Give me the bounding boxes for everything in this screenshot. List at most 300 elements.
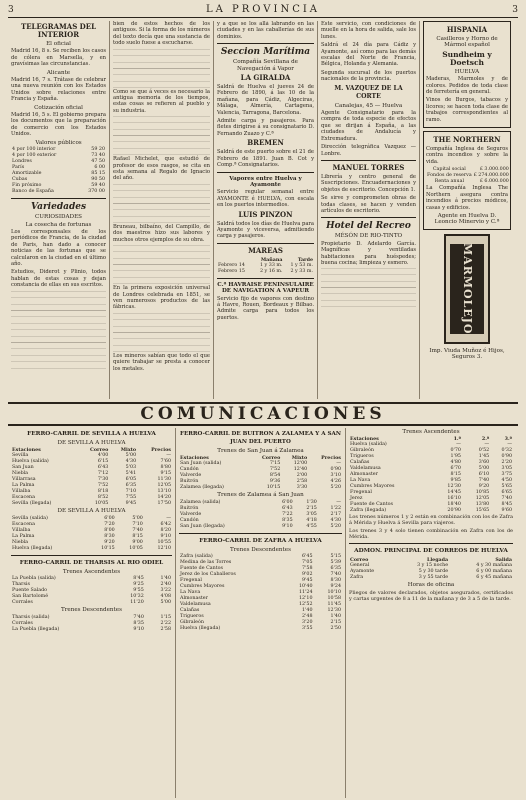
table-cell: 3'05 — [501, 466, 512, 472]
note-text: Los trenes 3 y 4 solo tienen combinación en Zafra con los de Mérida. — [349, 528, 513, 541]
table-cell: Banco de España — [12, 189, 54, 195]
table-cell: 3'22 — [160, 588, 171, 594]
table-cell: 5'00 — [132, 515, 143, 521]
table-cell: 17'50 — [157, 501, 171, 507]
table-cell: San Bartolomé — [12, 594, 49, 600]
table-cell: 9'45 — [125, 501, 137, 507]
table-cell: Fuente de Cantos — [350, 502, 393, 508]
table-cell: 11'24 — [298, 590, 313, 596]
table-cell: 12'30 — [327, 608, 341, 614]
table-cell: 47 50 — [91, 159, 105, 165]
table-cell: 73 40 — [91, 153, 105, 159]
table-cell: 9'20 — [478, 484, 490, 490]
table-cell: 5'39 — [330, 560, 341, 566]
text-block — [113, 184, 210, 224]
table-header-cell: 3.ª — [504, 436, 512, 443]
bookstore-name: MANUEL TORRES — [332, 162, 405, 172]
table-cell: 9'45 — [302, 578, 313, 584]
divider — [217, 172, 314, 173]
table-cell: 3'75 — [501, 472, 512, 478]
table-cell: 3'05 — [306, 511, 317, 517]
mail-table — [349, 557, 513, 581]
divider — [217, 43, 314, 44]
table-cell: 6'42 — [160, 521, 171, 527]
table-cell: 3'30 — [296, 485, 308, 491]
ad-text: Agente Consignatario para la compra de toda especie de efectos que se dirijan á España, a las ciudades de Andalucía y Extremadura. — [321, 110, 416, 142]
table-cell: 12'10 — [298, 596, 313, 602]
table-cell: 2'15 — [330, 620, 341, 626]
tides-heading: MAREAS — [248, 245, 283, 255]
northern-title: THE NORTHERN — [433, 135, 501, 145]
table-cell: Renta anual — [434, 179, 464, 185]
table-cell: 7'22 — [282, 511, 293, 517]
table-cell: 9'00 — [132, 539, 143, 545]
table-cell: La Palma — [12, 533, 35, 539]
table-cell: 2'15 — [306, 505, 317, 511]
table-row — [11, 546, 172, 552]
table-cell: 8'45 — [133, 576, 144, 582]
table-cell: 9'85 — [450, 478, 461, 484]
article-text: Estudios, Diderot y Plinio, todos hablan de estas cosas y dejan constancia de ellas en sus escritos. — [11, 269, 106, 289]
table-cell: 8'45 — [501, 502, 512, 508]
ad-text: Saldrá de Huelva el jueves 24 de Febrero de 1890, á las 10 de la mañana, para Cádiz, Algeciras, Málaga, Almería, Cartagena, Valencia, Tarragona, Barcelona. — [217, 84, 314, 116]
railway-heading: FERRO-CARRIL DE BUITRON A ZALAMEA Y A SAN JUAN DEL PUERTO — [180, 431, 341, 445]
table-cell: £ 3.000.000 — [479, 167, 509, 173]
ad-text: Compañía Inglesa de Seguros contra incendios y sobre la vida. — [426, 146, 508, 165]
table-cell: 9'25 — [133, 582, 144, 588]
table-cell: 2'20 — [501, 460, 512, 466]
table-cell: 3'10 — [330, 473, 341, 479]
table-row — [179, 524, 342, 530]
table-cell: Tharsis (salida) — [12, 614, 50, 620]
table-cell: — — [336, 461, 341, 467]
table-cell: — — [456, 442, 461, 448]
table-cell: 5 y 30 tarde — [418, 569, 449, 575]
table-cell: Cumbres Mayores — [350, 484, 395, 490]
table-cell: 2 y 16 m. — [259, 268, 283, 274]
table-cell: Escacena — [12, 521, 35, 527]
telegram-text: Madrid 16, 8 s. Se reciben los casos de cólera en Marsella, y en gravísimas las circunstancias. — [11, 48, 106, 68]
table-header-cell: Llegada — [426, 557, 449, 564]
column-article — [110, 21, 214, 399]
table-cell: 4'00 — [97, 453, 109, 459]
table-cell: Huelva (llegada) — [12, 545, 53, 551]
table-header-cell: Estaciones — [180, 455, 209, 462]
table-cell: 3 y 55 tarde — [418, 575, 449, 581]
table-header-cell: Precios — [321, 455, 341, 462]
table-cell: 1 y 33 m. — [259, 262, 283, 268]
table-cell: La Nava — [180, 590, 201, 596]
table-cell: 5'15 — [330, 554, 341, 560]
table-cell: General — [350, 563, 370, 569]
table-cell: 7'15 — [269, 461, 281, 467]
table-cell: 4'08 — [160, 594, 171, 600]
table-cell: 1'40 — [330, 614, 341, 620]
agent-name: M. VAZQUEZ DE LA CORTE — [334, 84, 403, 100]
table-row — [179, 485, 342, 491]
firm-name: Sundheim y Doetsch — [442, 49, 492, 67]
table-cell: 6'45 — [302, 554, 313, 560]
table-cell: Trigueros — [180, 614, 204, 620]
table-cell: 9'24 — [330, 584, 341, 590]
table-cell: Ayamonte — [350, 569, 375, 575]
table-cell: 4 por 100 exterior — [12, 153, 57, 159]
table-cell: 1 y 53 m. — [290, 262, 313, 268]
text-block — [113, 313, 210, 353]
railway-heading: FERRO-CARRIL DE ZAFRA A HUELVA — [199, 537, 322, 544]
lower-section — [8, 428, 518, 798]
table-cell: 8'30 — [104, 533, 115, 539]
table-cell: 2'50 — [330, 626, 341, 632]
telegram-text: Madrid 16, 7 s. Trátase de celebrar una nueva reunión con los Estados Unidos sobre relaciones entre Francia y España. — [11, 77, 106, 103]
note-text: Los trenes números 1 y 2 están en combinación con los de Zafra á Mérida y Huelva á Sevilla para viajeros. — [349, 514, 513, 527]
table-cell: — — [166, 515, 171, 521]
ad-text: Dirección telegráfica Vazquez — Lonbre. — [321, 144, 416, 157]
table-cell: 10'05 — [94, 501, 109, 507]
article-text: Los corresponsales de los periódicos de Francia, de la ciudad de Paris, han dado a conocer noticias de las fortunas que se calcularon en la ciudad en el último año. — [11, 228, 106, 267]
table-cell: 9'55 — [133, 588, 144, 594]
railway-heading: FERRO-CARRIL DE THARSIS AL RIO ODIEL — [19, 559, 164, 566]
ad-text: Saldrá de este puerto sobre el 21 de Febrero de 1891. Juan B. Cot y Comp.ª Consignatarios. — [217, 149, 314, 169]
hotel-sub: MÉSÓN DE RIO-TINTO — [334, 233, 403, 240]
table-cell: Valdelamusa — [180, 602, 211, 608]
table-cell: Sevilla (salida) — [12, 515, 48, 521]
table-header-cell: Mixto — [120, 447, 137, 454]
table-cell: 6'65 — [501, 490, 512, 496]
table-cell: La Puebla (salida) — [12, 576, 56, 582]
column-maritime — [214, 21, 318, 399]
table-cell: £ 6.000.000 — [479, 179, 509, 185]
table-cell: Sevilla (llegada) — [12, 501, 52, 507]
ad-text: Propietario D. Adelardo García. Magníficas y ventiladas habitaciones para huéspedes; buena cocina; limpieza y esmero. — [321, 240, 416, 266]
table-cell: Fregenal — [350, 490, 372, 496]
table-cell: 9'15 — [160, 471, 171, 477]
table-cell: Valdelamusa — [350, 466, 381, 472]
table-header-cell: Mañana — [260, 256, 283, 263]
ad-text: Servicio regular semanal entre AYAMONTE é HUELVA, con escala en los puertos intermedios. — [217, 189, 314, 209]
table-header-cell: Precios — [151, 447, 171, 454]
table-cell: 12'05 — [157, 483, 171, 489]
table-cell: 1'40 — [302, 608, 313, 614]
divider — [321, 217, 416, 218]
table-cell: 6'10 — [478, 472, 490, 478]
section-heading: Vapores entre Huelva y Ayamonte — [229, 175, 302, 188]
table-cell: 10'15 — [101, 545, 115, 551]
table-cell: París — [12, 165, 25, 171]
text-block — [321, 268, 416, 308]
table-cell: 1'30 — [306, 499, 317, 505]
table-cell: 12'05 — [475, 496, 490, 502]
column-sevilla-huelva — [8, 428, 176, 798]
table-row — [349, 575, 513, 581]
table-cell: Zafra (salida) — [180, 554, 213, 560]
fares-table — [349, 436, 513, 514]
agent-address: Canalejas, 45 — Huelva — [334, 102, 403, 109]
table-cell: Amortizable — [12, 171, 42, 177]
table-cell: 8'15 — [132, 533, 143, 539]
table-cell: 8'15 — [450, 472, 461, 478]
table-cell: 2'58 — [296, 479, 308, 485]
table-cell: 7'40 — [478, 478, 490, 484]
table-cell: 7'40 — [501, 496, 512, 502]
railway-sub: Trenes Ascendentes — [402, 429, 460, 435]
table-cell: 16'10 — [447, 496, 461, 502]
timetable — [179, 500, 342, 530]
table-cell: Valverde — [180, 473, 202, 479]
divider — [11, 198, 106, 199]
article-text: Rafael Michelet, que estudió de profesor de esos rasgos, se cita en esta semana al Regalo de Ignacio del año. — [113, 156, 210, 182]
table-cell: Corrales — [12, 600, 33, 606]
table-cell: 8'35 — [282, 517, 293, 523]
table-header-cell: Tarde — [297, 256, 313, 263]
article-text: bien de estos hechos de los antiguos. Si la forma de los números del texto decía que una sustancia de todo suelo fuese a escucharse. — [113, 21, 210, 47]
text-block — [113, 245, 210, 285]
table-cell: 10'40 — [298, 584, 313, 590]
article-text: Los mineros sabían que todo el que quiere trabajar se presta a conocer los metales. — [113, 352, 210, 372]
table-cell: 7'40 — [133, 614, 144, 620]
timetable — [11, 576, 172, 606]
table-cell: 7'10 — [125, 489, 137, 495]
ship-name: LA GIRALDA — [240, 73, 291, 83]
table-cell: 6'43 — [282, 505, 293, 511]
table-cell: 6'35 — [125, 483, 137, 489]
table-cell: 9'10 — [282, 523, 293, 529]
table-cell: 0'52 — [478, 448, 490, 454]
table-cell: 8'54 — [269, 473, 281, 479]
table-cell: Capital social — [432, 167, 466, 173]
table-row — [11, 600, 172, 606]
ad-text: Maderas, Marmoles y de colores. Pedidos de toda clase de ferretería en general. — [426, 76, 508, 96]
maritime-heading: Seccion Marítima — [220, 47, 311, 58]
divider — [217, 243, 314, 244]
table-cell: 5'00 — [125, 453, 137, 459]
table-cell: 1'95 — [450, 454, 461, 460]
table-cell: 15'65 — [475, 508, 490, 514]
table-cell: 9'60 — [501, 508, 512, 514]
table-cell: Escacena — [12, 495, 35, 501]
table-cell: Cubas — [12, 177, 28, 183]
table-cell: Calañas — [180, 608, 200, 614]
telegrams-heading: TELEGRAMAS DEL INTERIOR — [20, 22, 97, 39]
table-cell: 12'40 — [293, 467, 308, 473]
table-header-cell: Mixto — [291, 455, 308, 462]
railway-heading: FERRO-CARRIL DE SEVILLA A HUELVA — [27, 431, 156, 437]
timetable — [11, 615, 172, 633]
office-hours-heading: Horas de oficina — [407, 582, 455, 589]
table-cell: 5'03 — [125, 465, 137, 471]
telegrams-sub: El oficial — [46, 41, 71, 47]
divider — [349, 543, 513, 544]
railway-sub: Trenes de Zalamea á San Juan — [217, 492, 304, 499]
table-cell: 3'60 — [478, 460, 490, 466]
table-cell: 6 y 45 mañana — [476, 575, 512, 581]
table-cell: La Puebla (llegada) — [12, 626, 60, 632]
table-cell: 4'80 — [450, 460, 461, 466]
table-cell: 5'00 — [478, 466, 490, 472]
column-telegrams — [8, 21, 110, 399]
company-name: C.ª HAVRAISE PENINSULAIRE DE NAVIGATION A VAPEUR — [217, 281, 314, 295]
table-cell: 9'02 — [302, 572, 313, 578]
table-row — [11, 501, 172, 507]
table-cell: 90 50 — [91, 177, 105, 183]
table-cell: 0'90 — [501, 454, 512, 460]
telegrams-sub: Cotización oficial — [34, 104, 83, 111]
table-row — [217, 263, 314, 269]
table-cell: 6'05 — [125, 477, 137, 483]
table-cell: 1'15 — [160, 614, 171, 620]
table-cell: 7'60 — [160, 459, 171, 465]
masthead — [8, 4, 518, 18]
table-cell: Villalba — [12, 489, 31, 495]
table-cell: Zalamea (llegada) — [180, 485, 224, 491]
table-cell: 1'45 — [478, 454, 490, 460]
table-cell: 8'35 — [133, 620, 144, 626]
table-cell: 5'20 — [330, 485, 341, 491]
table-cell: 8'30 — [330, 578, 341, 584]
table-cell: 13'80 — [475, 502, 490, 508]
page-number-left: 3 — [8, 5, 14, 15]
table-cell: 4'50 — [501, 478, 512, 484]
table-cell: 6'35 — [330, 566, 341, 572]
table-cell: 10'32 — [130, 594, 144, 600]
railway-sub: Trenes Descendentes — [230, 546, 291, 553]
table-cell: Febrero 14 — [218, 262, 245, 268]
table-cell: Gibraleón — [180, 620, 204, 626]
ship-name: BREMEN — [247, 138, 284, 148]
table-cell: Buitrón — [180, 505, 199, 511]
table-header-cell: Correo — [261, 455, 281, 462]
table-cell: 12'30 — [447, 484, 461, 490]
railway-sub: Trenes de San Juan á Zalamea — [217, 448, 304, 454]
hispania-box — [423, 21, 511, 128]
printer-line: Imp. Viuda Muñoz é Hijos, Seguros 3. — [429, 347, 505, 361]
table-cell: 8'80 — [160, 465, 171, 471]
text-block — [113, 49, 210, 89]
ad-text: Servicio fijo de vapores con destino á Havre, Rouen, Bordeaux y Bilbao. Admite carga para todos los puertos. — [217, 295, 314, 321]
divider — [11, 555, 172, 556]
table-cell: San Juan — [12, 465, 34, 471]
variedades-heading: Variedades — [30, 202, 87, 213]
table-row — [11, 189, 106, 195]
hispania-title: HISPANIA — [446, 25, 488, 34]
table-cell: Zalamea (salida) — [180, 499, 221, 505]
page-number-right: 3 — [512, 5, 518, 15]
company-name: Compañía Sevillana de Navegación á Vapor — [233, 59, 298, 72]
table-cell: 12'00 — [293, 461, 308, 467]
divider — [217, 278, 314, 279]
table-cell: Calañas — [350, 460, 370, 466]
table-cell: 7'55 — [125, 495, 137, 501]
table-cell: 6'00 — [104, 515, 115, 521]
table-cell: Fondos de reserva — [427, 173, 472, 179]
ad-text: La Compañía Inglesa The Northern asegura contra incendios á precios módicos, casas y edificios. — [426, 185, 508, 211]
table-cell: Jerez de los Caballeros — [180, 572, 236, 578]
table-cell: Medina de las Torres — [180, 560, 232, 566]
table-cell: 2'58 — [160, 626, 171, 632]
hispania-sub: Casilleros y Horno de Mármol español — [436, 36, 498, 49]
curiosidades-heading: CURIOSIDADES — [35, 214, 82, 221]
table-cell: 59 40 — [91, 183, 105, 189]
values-table — [11, 147, 106, 195]
table-cell: 6'70 — [450, 466, 461, 472]
table-cell: Almonaster — [350, 472, 378, 478]
timetable — [179, 554, 342, 632]
telegram-text: Madrid 16, 5 s. El gobierno prepara los documentos que la preparación de comercio con los Estados Unidos. — [11, 112, 106, 138]
table-header-cell: Correo — [90, 447, 109, 454]
table-cell: 7'12 — [97, 471, 109, 477]
tides-table — [217, 257, 314, 275]
table-cell: 7'40 — [330, 572, 341, 578]
ad-text: Segunda sucursal de los puertos nacionales de la provincia. — [321, 69, 416, 83]
table-cell: Zafra — [350, 575, 364, 581]
table-cell: 0'90 — [330, 467, 341, 473]
table-cell: Valverde — [180, 511, 202, 517]
article-text: En la primera exposición universal de Londres celebrada en 1851, se ven numerosos productos de las fábricas. — [113, 285, 210, 311]
railway-sub: Trenes Descendentes — [61, 607, 122, 614]
column-ads — [318, 21, 420, 399]
column-commercial — [420, 21, 514, 399]
table-cell: Villalba — [12, 527, 31, 533]
table-cell: Candón — [180, 467, 199, 473]
table-cell: 6 00 — [94, 165, 105, 171]
table-cell: 8'52 — [97, 495, 109, 501]
table-cell: 2'40 — [160, 582, 171, 588]
table-cell: 8'18 — [97, 489, 109, 495]
table-header-cell: Correo — [350, 557, 369, 564]
table-cell: La Palma — [12, 483, 35, 489]
table-cell: Villarrasa — [12, 477, 36, 483]
column-trenes-correos — [346, 428, 516, 798]
table-cell: 10'05 — [129, 545, 143, 551]
table-cell: Fuente de Cantos — [180, 566, 223, 572]
table-cell: 14'45 — [447, 490, 461, 496]
table-cell: 11'45 — [327, 602, 341, 608]
table-cell: 4'30 — [125, 459, 137, 465]
table-cell: 3'55 — [302, 626, 313, 632]
article-text: y a que se los allá labrando en las ciudades y en las caballerías de sus dominios. — [217, 21, 314, 40]
divider — [179, 533, 342, 534]
table-cell: 1'22 — [330, 505, 341, 511]
text-block — [11, 291, 106, 371]
table-cell: 10'85 — [475, 490, 490, 496]
table-cell: 2'17 — [330, 511, 341, 517]
table-cell: Puente Salado — [12, 588, 48, 594]
table-cell: 6'15 — [97, 459, 109, 465]
table-cell: 11'20 — [130, 600, 144, 606]
table-header-cell: Salida — [495, 557, 512, 564]
table-cell: — — [166, 453, 171, 459]
table-cell: 7'40 — [132, 527, 143, 533]
table-cell: 12'10 — [157, 545, 171, 551]
table-cell: Huelva (salida) — [350, 442, 387, 448]
railway-sub: DE SEVILLA A HUELVA — [57, 508, 126, 515]
text-block — [113, 116, 210, 156]
table-cell: 13'10 — [157, 489, 171, 495]
table-cell: Febrero 15 — [218, 268, 245, 274]
ad-text: Se sirve y comprometen obras de todas clases, se hacen y venden artículos de escritorio. — [321, 195, 416, 214]
table-cell: Gibraleón — [350, 448, 374, 454]
table-cell: 12'52 — [298, 602, 313, 608]
ad-text: Saldrá todos los días de Huelva para Ayamonte y viceversa, admitiendo carga y pasajeros. — [217, 220, 314, 240]
table-cell: 2 y 33 m. — [290, 268, 313, 274]
table-cell: 9'20 — [104, 539, 115, 545]
table-cell: 9'36 — [269, 479, 281, 485]
table-cell: 7'58 — [302, 566, 313, 572]
table-cell: 85 15 — [91, 171, 105, 177]
table-cell: 7'05 — [302, 560, 313, 566]
table-cell: Niebla — [12, 539, 29, 545]
table-cell: 3 y 15 noche — [417, 563, 449, 569]
